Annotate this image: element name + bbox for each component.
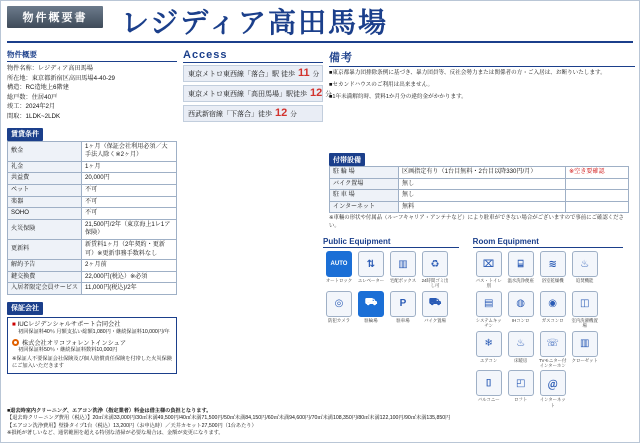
air-conditioner-icon: ❄ [476, 331, 502, 357]
equipment-item [506, 251, 536, 289]
orico-logo-icon [12, 339, 19, 346]
table-row [8, 161, 177, 173]
equipment-item [324, 291, 354, 323]
floor-heating-icon: ♨ [508, 331, 534, 357]
overview-row: 総戸数：住居40戸 [7, 93, 58, 101]
table-row [330, 178, 629, 190]
washlet-icon: ⌸ [508, 251, 534, 277]
access-minutes: 12 [275, 107, 288, 119]
public-equipment-grid [323, 251, 459, 325]
room-equipment-block [473, 237, 623, 410]
access-column [183, 49, 332, 125]
washer-space-icon: ◫ [572, 291, 598, 317]
equipment-label: ロフト [514, 397, 528, 403]
terms-heading: 賃貸条件 [7, 128, 43, 141]
remarks-row: ■1年未満解約時、賃料1か月分の違約金がかかります。 [329, 94, 467, 100]
internet-icon: ＠ [540, 370, 566, 396]
access-unit: 分 [290, 111, 297, 118]
terms-value: 1ヶ月 [82, 161, 177, 173]
facilities-section [329, 153, 629, 230]
access-row [183, 85, 332, 102]
guarantee-box [7, 317, 177, 375]
equipment-item [388, 251, 418, 289]
equipment-label: バイク置場 [424, 317, 446, 323]
terms-value: 不可 [82, 196, 177, 208]
elevator-icon: ⇅ [358, 251, 384, 277]
room-equipment-title: Room Equipment [473, 237, 623, 248]
equipment-item [356, 291, 386, 323]
equipment-label: ガスコンロ [541, 317, 564, 323]
bathroom-dryer-icon: ≋ [540, 251, 566, 277]
table-row [330, 201, 629, 213]
facility-value: 区画指定有り（1台目無料・2台目以降330円/月） [399, 167, 566, 179]
table-row [8, 196, 177, 208]
auto-lock-icon: AUTO [326, 251, 352, 277]
table-row [8, 283, 177, 295]
footer-line: 【退去時クリーニング費用（税込）】20㎡未満33,000円/30㎡未満49,500円/40㎡未満71,500円/50㎡未満84,150円/60㎡未満94,600円/70㎡未満108,350円/80㎡未満122,100円/90㎡未満135,850円 [7, 415, 451, 422]
table-row [8, 260, 177, 272]
left-column [7, 49, 177, 374]
table-row [8, 208, 177, 220]
document-header [1, 1, 639, 45]
terms-key: 礼金 [8, 161, 82, 173]
equipment-label: 追焚機能 [575, 278, 594, 283]
overview-row: 所在地：東京都新宿区高田馬場4-40-29 [7, 74, 115, 82]
equipment-item [506, 291, 536, 329]
terms-value: 2ヶ月前 [82, 260, 177, 272]
table-row [8, 271, 177, 283]
overview-row: 構造：RC造地上6階建 [7, 84, 69, 92]
equipment-item [506, 370, 536, 408]
equipment-label: バルコニー [477, 397, 500, 403]
tv-intercom-icon: ☏ [540, 331, 566, 357]
closet-icon: ▥ [572, 331, 598, 357]
facility-flag: ※空き要確認 [566, 167, 629, 179]
facility-key: 駐 車 場 [330, 190, 399, 202]
facility-key: バイク置場 [330, 178, 399, 190]
equipment-item [538, 291, 568, 329]
access-line: 東京メトロ東西線「高田馬場」駅徒歩 [188, 90, 307, 98]
guarantee-company-2: 株式会社オリコフォレントインシュア [22, 340, 127, 348]
equipment-item [324, 251, 354, 289]
remarks-row: ■東京都暴力団排除条例に基づき、暴力団員等、反社会勢力または関係者の方・ご入居は、お断りいたします。 [329, 70, 606, 76]
terms-value: 21,500円/2年（東京海上1レ1ア保険） [82, 219, 177, 239]
terms-value: 不可 [82, 184, 177, 196]
document-type-tag: 物件概要書 [7, 6, 103, 28]
facilities-heading: 付帯設備 [329, 153, 365, 166]
remarks-row: ■セカンドハウスのご利用は出来ません。 [329, 82, 434, 88]
equipment-item [570, 331, 600, 369]
equipment-label: 室内洗濯機置場 [571, 317, 598, 329]
equipment-label: オートロック [325, 278, 353, 283]
bath-toilet-separate-icon: ⌧ [476, 251, 502, 277]
access-minutes: 11 [297, 67, 310, 79]
table-row [8, 141, 177, 161]
equipment-label: 防犯カメラ [328, 317, 350, 323]
page-title: レジディア高田馬場 [121, 6, 389, 39]
terms-key: 敷金 [8, 141, 82, 161]
equipment-label: 床暖房 [514, 357, 528, 363]
delivery-box-icon: ▥ [390, 251, 416, 277]
facility-key: インターネット [330, 201, 399, 213]
remarks-column [329, 49, 635, 105]
equipment-label: 駐車場 [396, 317, 410, 323]
table-row [8, 184, 177, 196]
terms-value: 11,000円(税込)/2年 [82, 283, 177, 295]
overview-row: 物件名称：レジディア高田馬場 [7, 65, 93, 72]
footer-line: ※損耗が著しいなど、通常範囲を超える特別な清掃が必要な場合は、金額が変更になります。 [7, 430, 224, 437]
terms-table [7, 141, 177, 295]
terms-value: 不可 [82, 208, 177, 220]
access-row [183, 105, 323, 122]
guarantee-footnote: ※保証人不要保証会社保険及び個人賠償責任保険を付帯した火災保険にご加入いただきます [12, 356, 172, 370]
equipment-item [538, 370, 568, 408]
terms-key: 火災保険 [8, 219, 82, 239]
equipment-label: エレベーター [357, 278, 385, 283]
equipment-label: クローゼット [571, 357, 598, 363]
ih-stove-icon: ◍ [508, 291, 534, 317]
equipment-label: 宅配ボックス [389, 278, 417, 283]
terms-key: 共益費 [8, 173, 82, 185]
facility-value: 無し [399, 190, 566, 202]
equipment-label: エアコン [480, 357, 498, 363]
equipment-label: 温水洗浄便座 [507, 278, 534, 283]
terms-value: 20,000円 [82, 173, 177, 185]
guarantee-company-1: IUCレジデンシャルサポート合同会社 [17, 320, 121, 328]
terms-key: 楽器 [8, 196, 82, 208]
table-row [330, 190, 629, 202]
equipment-label: システムキッチン [475, 317, 502, 329]
access-minutes: 12 [310, 87, 323, 99]
balcony-icon: ⌷ [476, 370, 502, 396]
table-row [8, 173, 177, 185]
footer-notes [7, 408, 633, 438]
facility-flag [566, 201, 629, 213]
remarks-list [329, 69, 635, 102]
guarantee-marker: ■ [12, 320, 16, 328]
equipment-item [420, 251, 450, 289]
equipment-label: 浴室乾燥機 [541, 278, 564, 283]
facility-key: 駐 輪 場 [330, 167, 399, 179]
public-equipment-block [323, 237, 459, 325]
bike-parking-icon: ⛟ [422, 291, 448, 317]
guarantee-company-2-detail: 初回保証料50％・継続保証料数料10,000円 [18, 347, 118, 354]
equipment-item [388, 291, 418, 323]
terms-value: 新賃料1ヶ月（2年契約・更新可）※更新事務手数料なし [82, 239, 177, 259]
footer-line: 【エアコン洗浄費用】壁掛タイプ1台（税込）13,200円（お申込時）／天井カセット27,500円（1台あたり） [7, 422, 257, 429]
equipment-item [474, 331, 504, 369]
equipment-label: TVモニター付インターホン [538, 357, 567, 369]
access-line: 東京メトロ東西線「落合」駅 徒歩 [188, 70, 295, 78]
table-row [8, 239, 177, 259]
equipment-item [570, 291, 600, 329]
trash-room-icon: ♻ [422, 251, 448, 277]
footer-line: ■退去時室内クリーニング、エアコン洗浄（指定業者）料金は借主様の負担となります。 [7, 407, 212, 414]
access-unit: 分 [312, 71, 320, 78]
table-row [330, 167, 629, 179]
bicycle-parking-icon: ⛟ [358, 291, 384, 317]
terms-value: 1ヶ月（保証会社利用必須／大手法人除く※2ヶ月） [82, 141, 177, 161]
terms-key: 解約予告 [8, 260, 82, 272]
facility-flag [566, 190, 629, 202]
terms-key: 入居者限定会員サービス [8, 283, 82, 295]
equipment-label: バス・トイレ別 [475, 278, 502, 289]
facilities-table [329, 166, 629, 213]
system-kitchen-icon: ▤ [476, 291, 502, 317]
overview-row: 間取：1LDK~2LDK [7, 112, 61, 120]
security-camera-icon: ◎ [326, 291, 352, 317]
equipment-label: インターネット [539, 397, 566, 408]
guarantee-heading: 保証会社 [7, 302, 43, 315]
terms-key: 鍵交換費 [8, 271, 82, 283]
facilities-note: ※車輛の形状や付属品（ルーフキャリア・アンテナなど）により駐車ができない場合がございますので事前にご確認ください。 [329, 215, 624, 229]
equipment-item [420, 291, 450, 323]
overview-heading: 物件概要 [7, 49, 177, 62]
equipment-item [538, 331, 568, 369]
equipment-item [538, 251, 568, 289]
terms-key: 更新料 [8, 239, 82, 259]
parking-icon: P [390, 291, 416, 317]
equipment-section [323, 237, 629, 410]
overview-row: 竣工：2024年2月 [7, 103, 56, 111]
guarantee-company-1-detail: 初回保証料40％ 月額支払い総額1,080円・継続保証料10,000円/年 [18, 329, 170, 336]
public-equipment-title: Public Equipment [323, 237, 459, 248]
terms-key: ペット [8, 184, 82, 196]
loft-icon: ◰ [508, 370, 534, 396]
equipment-item [474, 370, 504, 408]
room-equipment-grid [473, 251, 623, 410]
reheating-bath-icon: ♨ [572, 251, 598, 277]
facility-flag [566, 178, 629, 190]
equipment-item [474, 251, 504, 289]
overview-list [7, 64, 177, 122]
access-heading: Access [183, 49, 323, 63]
equipment-item [356, 251, 386, 289]
gas-stove-icon: ◉ [540, 291, 566, 317]
header-divider [7, 41, 633, 43]
equipment-label: 24時間ゴミ出し可 [421, 278, 449, 289]
facility-value: 無料 [399, 201, 566, 213]
equipment-label: IHコンロ [511, 317, 530, 323]
terms-value: 22,000円(税込）※必須 [82, 271, 177, 283]
access-unit: 分 [325, 91, 332, 98]
equipment-item [474, 291, 504, 329]
table-row [8, 219, 177, 239]
facility-value: 無し [399, 178, 566, 190]
equipment-item [570, 251, 600, 289]
equipment-item [506, 331, 536, 369]
access-line: 西武新宿線「下落合」徒歩 [188, 110, 272, 118]
remarks-heading: 備考 [329, 49, 635, 67]
equipment-label: 駐輪場 [364, 317, 378, 323]
terms-key: SOHO [8, 208, 82, 220]
access-row [183, 65, 323, 82]
